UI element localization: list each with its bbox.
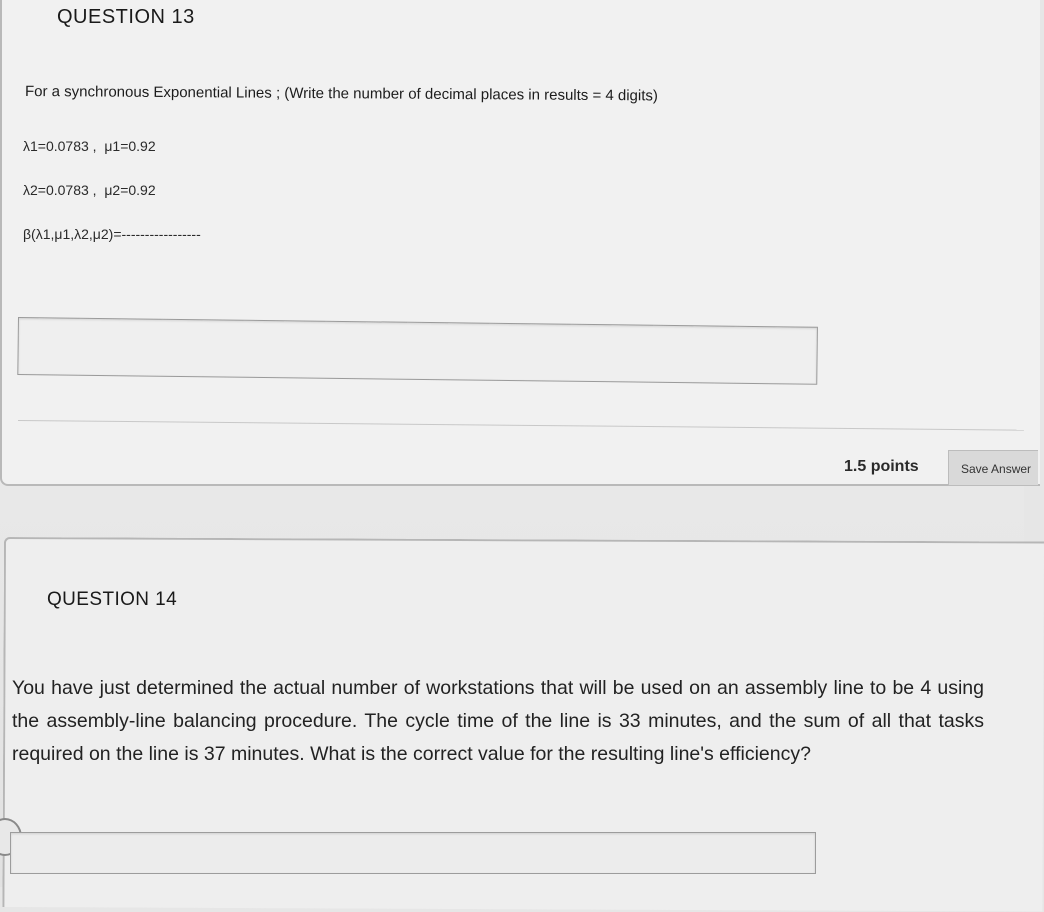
question-14-prompt: You have just determined the actual number of workstations that will be used on an assembly line to be 4 using the assembly-line balancing procedure. The cycle time of the line is 33 minutes, and the sum of all that tasks required on the line is 37 minutes. What is the correct value for the resulting line's efficiency? (12, 677, 984, 765)
save-answer-button[interactable]: Save Answer (948, 450, 1038, 486)
question-14-title: QUESTION 14 (47, 589, 178, 610)
question-13-points: 1.5 points (844, 458, 919, 475)
question-13-rates-line-1: λ1=0.0783 , μ1=0.92 (23, 138, 156, 154)
question-13-beta-blank: β(λ1,μ1,λ2,μ2)=----------------- (23, 226, 201, 242)
question-13-prompt: For a synchronous Exponential Lines ; (Write the number of decimal places in results = 4 digits) (24, 83, 658, 105)
question-13-answer-field[interactable] (17, 317, 818, 385)
question-13-title: QUESTION 13 (57, 6, 195, 28)
question-13-rates-line-2: λ2=0.0783 , μ2=0.92 (23, 182, 156, 198)
question-14-answer-field[interactable] (10, 832, 816, 874)
